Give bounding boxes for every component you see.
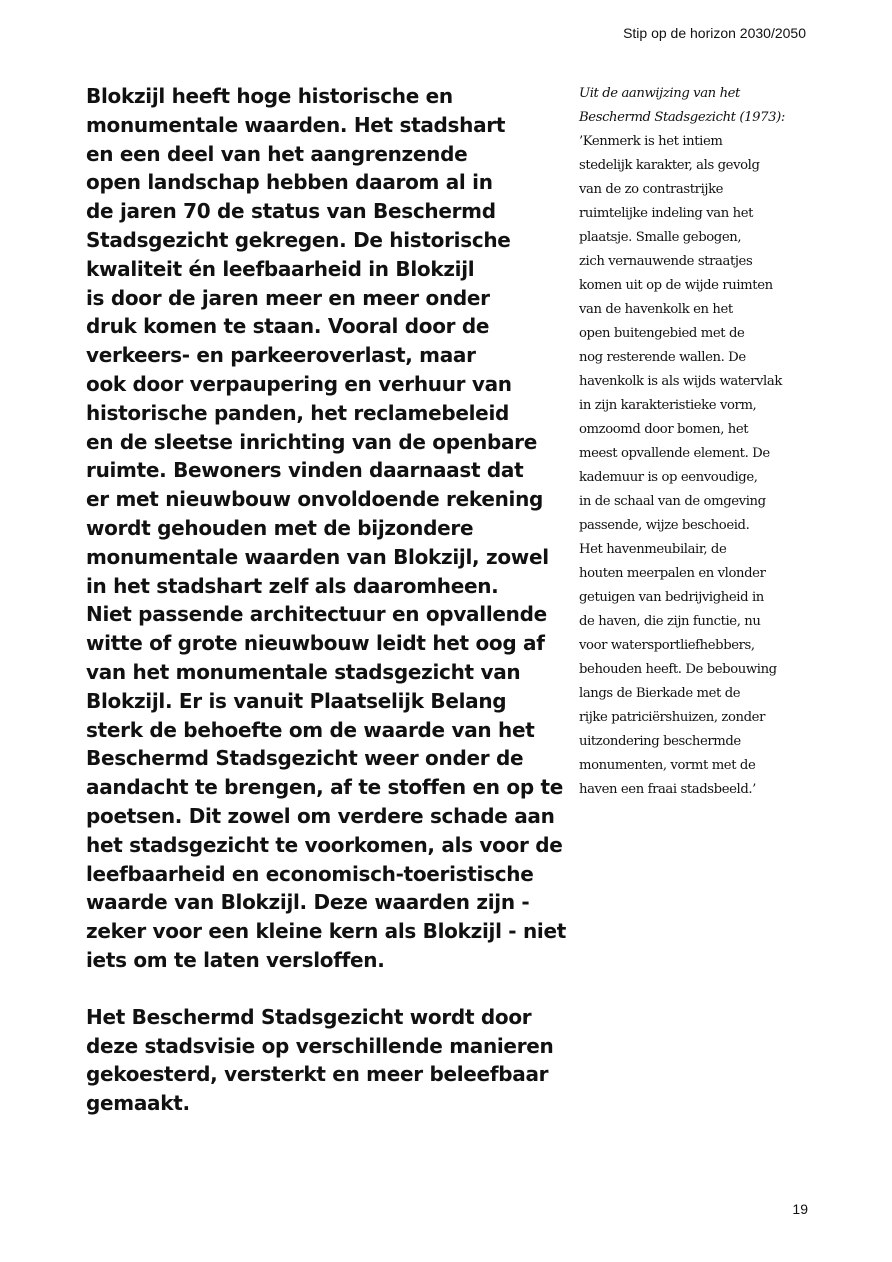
body-paragraph-1	[86, 82, 566, 975]
text-line: leefbaarheid en economisch-toeristische	[86, 861, 534, 886]
text-line: gekoesterd, versterkt en meer beleefbaar	[86, 1062, 549, 1087]
text-line: aandacht te brengen, af te stoffen en op te	[86, 775, 564, 800]
text-line: in de schaal van de omgeving	[579, 494, 766, 509]
text-line: historische panden, het reclamebeleid	[86, 400, 510, 425]
text-line: ook door verpaupering en verhuur van	[86, 371, 512, 396]
text-line: getuigen van bedrijvigheid in	[579, 590, 764, 605]
text-line: Het Beschermd Stadsgezicht wordt door	[86, 1004, 532, 1029]
text-line: Uit de aanwijzing van het	[579, 86, 740, 101]
text-line: er met nieuwbouw onvoldoende rekening	[86, 487, 544, 512]
text-line: en de sleetse inrichting van de openbare	[86, 429, 538, 454]
text-line: voor watersportliefhebbers,	[579, 638, 755, 653]
text-line: Beschermd Stadsgezicht weer onder de	[86, 746, 524, 771]
text-line: poetsen. Dit zowel om verdere schade aan	[86, 803, 555, 828]
text-line: waarde van Blokzijl. Deze waarden zijn -	[86, 890, 530, 915]
text-line: langs de Bierkade met de	[579, 686, 741, 701]
text-line: van de zo contrastrijke	[579, 182, 724, 197]
text-line: sterk de behoefte om de waarde van het	[86, 717, 535, 742]
running-header: Stip op de horizon 2030/2050	[623, 25, 806, 41]
text-line: komen uit op de wijde ruimten	[579, 278, 773, 293]
text-line: witte of grote nieuwbouw leidt het oog af	[86, 631, 545, 656]
text-line: monumentale waarden van Blokzijl, zowel	[86, 544, 549, 569]
text-line: rijke patriciërshuizen, zonder	[579, 710, 765, 725]
text-line: ruimte. Bewoners vinden daarnaast dat	[86, 458, 524, 483]
text-line: passende, wijze beschoeid.	[579, 518, 750, 533]
text-line: is door de jaren meer en meer onder	[86, 285, 490, 310]
text-line: open buitengebied met de	[579, 326, 745, 341]
text-line: iets om te laten versloffen.	[86, 947, 385, 972]
text-line: ruimtelijke indeling van het	[579, 206, 754, 221]
text-line: meest opvallende element. De	[579, 446, 770, 461]
text-line: wordt gehouden met de bijzondere	[86, 515, 474, 540]
text-line: zeker voor een kleine kern als Blokzijl - niet	[86, 919, 566, 944]
text-line: van het monumentale stadsgezicht van	[86, 659, 521, 684]
text-line: omzoomd door bomen, het	[579, 422, 749, 437]
text-line: Het havenmeubilair, de	[579, 542, 727, 557]
text-line: monumenten, vormt met de	[579, 758, 756, 773]
text-line: Blokzijl. Er is vanuit Plaatselijk Belang	[86, 688, 507, 713]
text-line: Niet passende architectuur en opvallende	[86, 602, 547, 627]
text-line: de haven, die zijn functie, nu	[579, 614, 761, 629]
main-text-column	[86, 82, 566, 1118]
body-paragraph-2	[86, 1003, 566, 1118]
text-line: houten meerpalen en vlonder	[579, 566, 766, 581]
page-number: 19	[792, 1201, 808, 1217]
text-line: kwaliteit én leefbaarheid in Blokzijl	[86, 256, 475, 281]
text-line: zich vernauwende straatjes	[579, 254, 753, 269]
text-line: Blokzijl heeft hoge historische en	[86, 84, 453, 108]
text-line: haven een fraai stadsbeeld.’	[579, 782, 756, 797]
quote-caption	[579, 82, 819, 130]
text-line: behouden heeft. De bebouwing	[579, 662, 777, 677]
text-line: de jaren 70 de status van Beschermd	[86, 199, 496, 224]
text-line: deze stadsvisie op verschillende manieren	[86, 1033, 554, 1058]
text-line: monumentale waarden. Het stadshart	[86, 112, 506, 137]
text-line: verkeers- en parkeeroverlast, maar	[86, 343, 476, 368]
text-line: in het stadshart zelf als daaromheen.	[86, 573, 499, 598]
text-line: van de havenkolk en het	[579, 302, 733, 317]
text-line: kademuur is op eenvoudige,	[579, 470, 758, 485]
text-line: havenkolk is als wijds watervlak	[579, 374, 782, 389]
text-line: en een deel van het aangrenzende	[86, 141, 468, 166]
text-line: het stadsgezicht te voorkomen, als voor de	[86, 832, 563, 857]
text-line: open landschap hebben daarom al in	[86, 170, 493, 195]
text-line: nog resterende wallen. De	[579, 350, 746, 365]
text-line: plaatsje. Smalle gebogen,	[579, 230, 742, 245]
text-line: in zijn karakteristieke vorm,	[579, 398, 757, 413]
text-line: Beschermd Stadsgezicht (1973):	[579, 110, 785, 125]
quote-text	[579, 130, 819, 802]
text-line: ’Kenmerk is het intiem	[579, 134, 723, 149]
text-line: druk komen te staan. Vooral door de	[86, 314, 490, 339]
text-line: stedelijk karakter, als gevolg	[579, 158, 760, 173]
sidebar-quote-column	[579, 82, 819, 802]
text-line: uitzondering beschermde	[579, 734, 741, 749]
text-line: gemaakt.	[86, 1091, 190, 1116]
text-line: Stadsgezicht gekregen. De historische	[86, 227, 511, 252]
